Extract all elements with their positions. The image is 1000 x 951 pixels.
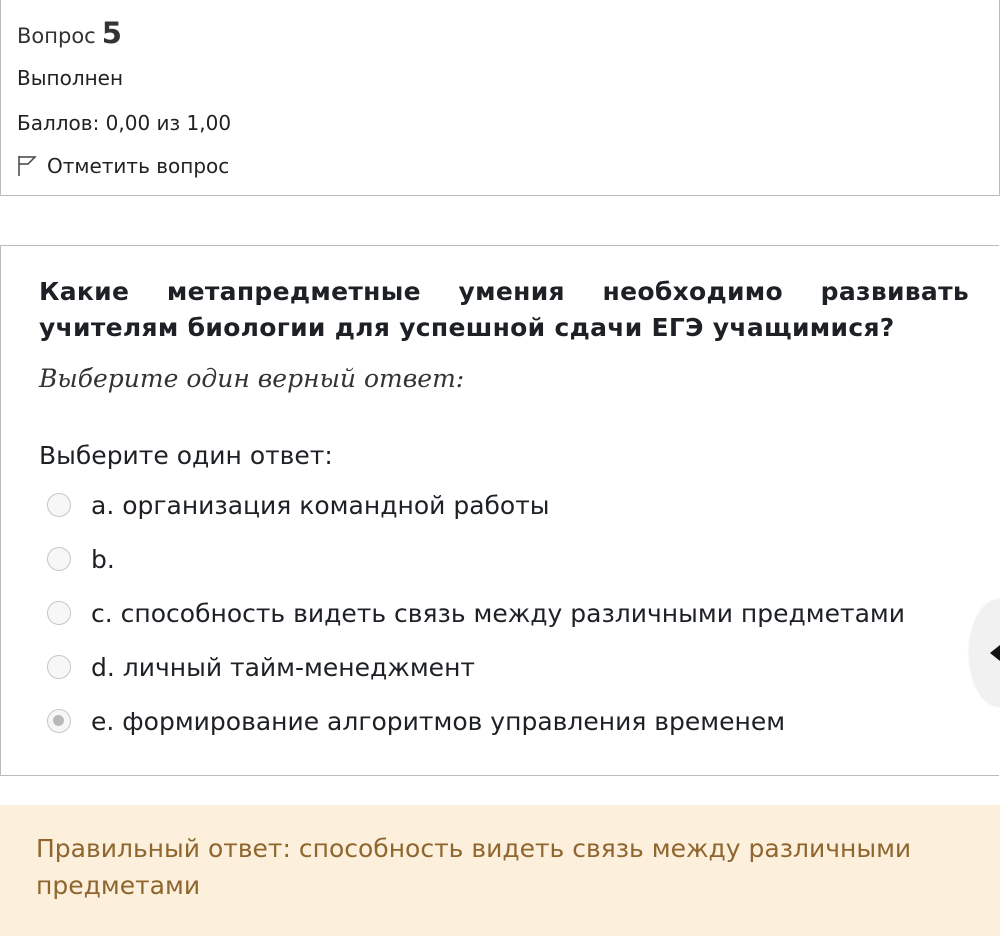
answer-option-c[interactable] [47,586,905,640]
flag-icon [17,155,37,177]
answer-option-a[interactable] [47,478,905,532]
answer-label-a: a. организация командной работы [91,490,550,520]
answer-list [47,478,905,748]
answer-radio-a[interactable] [47,493,71,517]
question-label-text: Вопрос [17,24,96,48]
feedback-panel [0,805,1000,936]
question-state: Выполнен [17,66,124,90]
question-grade: Баллов: 0,00 из 1,00 [17,111,232,135]
answer-label-b: b. [91,544,115,574]
question-instruction: Выберите один верный ответ: [39,364,465,393]
flag-question-label: Отметить вопрос [47,154,230,178]
flag-question-link[interactable] [17,154,229,178]
answer-radio-e[interactable] [47,709,71,733]
answer-option-d[interactable] [47,640,905,694]
answer-label-e: e. формирование алгоритмов управления временем [91,706,786,736]
question-number-label [17,16,122,50]
correct-answer-text: Правильный ответ: способность видеть связь между различными предметами [36,834,912,900]
question-number: 5 [101,16,122,50]
answer-label-c: c. способность видеть связь между различными предметами [91,598,906,628]
answer-radio-b[interactable] [47,547,71,571]
answer-radio-d[interactable] [47,655,71,679]
question-content [0,245,999,776]
question-info-panel [0,0,1000,196]
answer-option-e[interactable] [47,694,905,748]
answer-radio-c[interactable] [47,601,71,625]
question-text: Какие метапредметные умения необходимо развивать учителям биологии для успешной сдачи ЕГЭ учащимися? [39,277,969,342]
answer-label-d: d. личный тайм-менеджмент [91,652,475,682]
answer-option-b[interactable] [47,532,905,586]
answer-prompt: Выберите один ответ: [39,441,333,470]
